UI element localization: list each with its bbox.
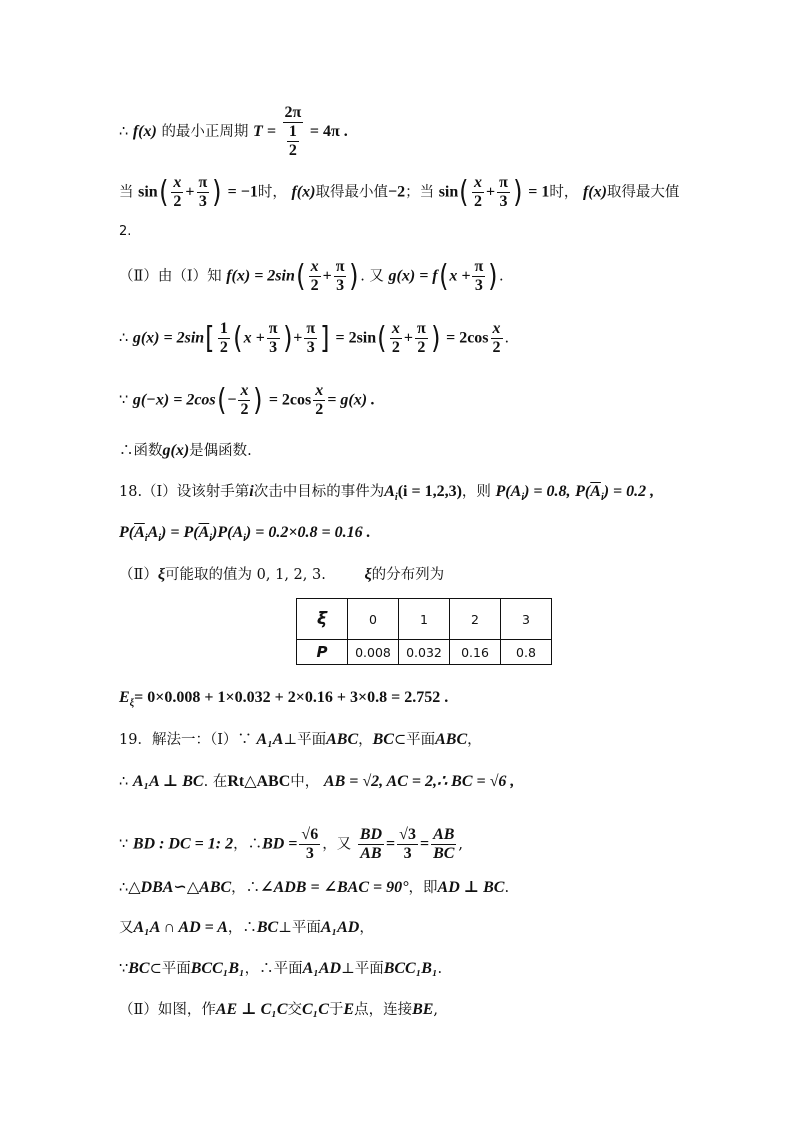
prob-1-val: ) = 0.8, [524, 483, 571, 500]
g-expand-line: ∴ g(x) = 2sin[ $\frac{1}{2}$ (x + $\frac{\pi}{3}$ )+ $\frac{\pi}{3}$ ] = 2sin( $\frac{x}{2}$ + $\frac{\pi}{2}$ ) = 2cos $\frac{x}{2}$ . [119, 320, 510, 356]
end-dot-4: . [504, 330, 510, 347]
end-14: . [504, 880, 510, 896]
therefore-4: ∴ [119, 330, 129, 347]
expectation-line [119, 688, 448, 714]
table-cell: 0.8 [501, 640, 552, 665]
x-plus-4: x + [243, 329, 265, 347]
perp-plane: ⊥平面 [283, 732, 327, 748]
c1c: C₁C [301, 1001, 329, 1018]
end-13: , [458, 836, 464, 853]
prob-result: ) = 0.2×0.8 = 0.16 . [245, 524, 371, 541]
bc-length: ∴ BC = √6 , [437, 773, 515, 790]
q19-line-4 [119, 878, 509, 898]
subset-plane: ⊂平面 [393, 732, 436, 748]
sin-2: sin [438, 183, 459, 201]
rt-triangle: Rt△ABC [227, 773, 291, 790]
therefore-12: ∴ [119, 774, 129, 790]
when-text-2: ；当 [405, 184, 435, 201]
q18-part2-line [119, 565, 444, 585]
values-text: 可能取的值为 0, 1, 2, 3. [165, 567, 326, 583]
therefore-15: ，∴ [227, 920, 257, 936]
g-neg-expr: g(−x) = 2cos [132, 391, 216, 409]
because-5: ∵ [119, 392, 129, 409]
f-def: f(x) = 2sin [226, 267, 295, 285]
q19-line-5 [119, 918, 374, 938]
q19-line [119, 730, 482, 750]
prob-2: P( [575, 483, 591, 500]
half-den: 2 [288, 142, 297, 159]
g-even-line: ∵ g(−x) = 2cos(− $\frac{x}{2}$ ) = 2cos $\frac{x}{2}$ = g(x) . [119, 382, 376, 418]
be: BE [412, 1001, 434, 1018]
q18-prob-line: $P(\overline{A}_iA_i) = P(\overline{A}_i)P(A_i) = 0.2\times 0.8 = 0.16$ . [119, 524, 371, 545]
in-text: . 在 [203, 774, 228, 790]
table-cell: 1 [399, 599, 450, 640]
therefore-symbol: ∴ [119, 124, 129, 140]
perp-plane-16: ⊥平面 [341, 961, 384, 977]
plane-bcc1b1-2: BCC₁B₁ [383, 960, 438, 977]
also-13: ，又 [322, 836, 352, 853]
bc: BC [372, 731, 394, 748]
index-i: i [249, 483, 254, 500]
end-17: , [433, 1002, 439, 1018]
function-f: f(x) [132, 123, 157, 140]
period-T: T = [253, 123, 276, 140]
prob-eq: ) = P( [161, 524, 199, 541]
subset-16: ⊂平面 [149, 961, 191, 977]
max-value-line: 2. [119, 224, 132, 239]
perp-plane-15: ⊥平面 [278, 920, 321, 936]
xi-symbol-2: ξ [364, 566, 372, 583]
period-denominator [283, 123, 304, 160]
table-cell: 0.008 [348, 640, 399, 665]
because-13: ∵ [119, 836, 129, 853]
end-11: ， [467, 732, 482, 748]
q18-intro: 18.（Ⅰ）设该射手第 [119, 484, 250, 500]
expectation-expr: = 0×0.008 + 1×0.032 + 2×0.16 + 3×0.8 = 2.752 . [134, 689, 449, 706]
distribution-table [296, 598, 552, 665]
sqrt6: √6 [301, 826, 319, 843]
plane-a1ad: A₁AD [320, 919, 360, 936]
period-text: 的最小正周期 [161, 124, 249, 140]
prob-2-val: ) = 0.2 , [603, 483, 655, 500]
frac-3-1: 3 [198, 193, 207, 210]
table-cell: ξ [297, 599, 348, 640]
sin-1: sin [138, 183, 158, 201]
frac-pi-1: π [198, 174, 208, 191]
ad-perp-bc: AD ⊥ BC [437, 879, 505, 896]
function-f-2: f(x) [291, 183, 316, 201]
intersection-expr: A₁A ∩ AD = A [133, 919, 228, 936]
therefore-13: ，∴ [233, 836, 263, 853]
function-f-3: f(x) [582, 183, 607, 201]
prob-expr: P( [119, 524, 135, 541]
then-text: ，则 [461, 484, 491, 500]
frac-2-1: 2 [173, 193, 182, 210]
part2-line: （Ⅱ）由（Ⅰ）知 f(x) = 2sin( $\frac{x}{2}$ + $\frac{\pi}{3}$ ). 又 g(x) = f(x + $\frac{\pi}{3}$ ). [119, 258, 504, 294]
q18-line: 18.（Ⅰ）设该射手第i次击中目标的事件为$A_i(i = 1,2,3)$，则 $P(A_i) = 0.8$, $P(\overline{A}_i) = 0.2$ , [119, 483, 655, 504]
connect-text: 点，连接 [354, 1002, 413, 1018]
a1a: A₁A [256, 731, 284, 748]
when-suffix-1: 时， [257, 184, 287, 201]
q19-line-6 [119, 959, 442, 979]
table-row [297, 640, 552, 665]
dist-text: 的分布列为 [371, 567, 445, 583]
angle-eq: ∠ADB = ∠BAC = 90° [260, 879, 409, 896]
table-header-row [297, 599, 552, 640]
bd-eq: BD = [262, 835, 298, 853]
period-numerator: 2π [284, 104, 302, 121]
plus-1: + [185, 183, 195, 201]
half-num: 1 [288, 123, 297, 140]
table-cell: 0.032 [399, 640, 450, 665]
g-expr: g(x) = 2sin [132, 329, 205, 347]
q19-line-3: ∵ BD : DC = 1: 2，∴BD = $\frac{√6}{3}$ ，又 $\frac{BD}{AB}$ = $\frac{√3}{3}$ = $\frac{AB}{BC}$ , [119, 826, 464, 862]
eq-minus-one: = −1 [227, 183, 258, 201]
prob-mid: )P(A [212, 524, 244, 541]
eq-2sin: = 2sin [335, 329, 377, 347]
bd-dc-ratio: BD : DC = 1: 2 [132, 835, 234, 853]
plane-a1ad-2: A₁AD [302, 960, 342, 977]
frac-bd: BD [359, 826, 383, 843]
function-text: ∴函数 [119, 443, 163, 459]
also-15: 又 [119, 920, 134, 936]
g-def: g(x) = f [388, 267, 438, 285]
expectation-sub: ξ [129, 698, 135, 710]
eq-gx: = g(x) . [327, 391, 376, 409]
point-e: E [343, 1001, 355, 1018]
q19-part2-line [119, 1000, 438, 1020]
prob-1: P(A [495, 483, 522, 500]
at-text: 于 [328, 1002, 344, 1018]
event-sub: i [394, 492, 398, 504]
end-15: ， [359, 920, 374, 936]
table-cell: 0 [348, 599, 399, 640]
eq-2cos: = 2cos [446, 329, 489, 347]
intersect-text: 交 [287, 1002, 302, 1018]
even-text: 是偶函数. [189, 443, 252, 459]
therefore-14: ∴ [119, 880, 129, 896]
end-16: . [437, 961, 443, 977]
table-cell: 2 [450, 599, 501, 640]
xi-symbol: ξ [157, 566, 166, 583]
three-13: 3 [305, 845, 314, 862]
similar-triangles: △DBA∽△ABC [128, 879, 232, 896]
period-line [119, 104, 348, 160]
bc-15: BC [256, 919, 279, 936]
one-num: 1 [219, 320, 228, 337]
namely-text: ，即 [408, 880, 438, 896]
index-range: (i = 1,2,3) [397, 483, 462, 500]
comma-11: ， [358, 732, 373, 748]
event-text: 次击中目标的事件为 [253, 484, 385, 500]
therefore-14b: ，∴ [231, 880, 261, 896]
plane-abc: ABC [326, 731, 359, 748]
table-cell: P [297, 640, 348, 665]
therefore-plane: ，∴平面 [244, 961, 303, 977]
bc-16: BC [128, 960, 150, 977]
min-value: −2 [387, 183, 406, 201]
x-plus: x + [449, 267, 471, 285]
table-cell: 3 [501, 599, 552, 640]
q19-line-2 [119, 772, 514, 792]
also-text: . 又 [360, 268, 384, 285]
eq-one: = 1 [528, 183, 550, 201]
even-function-line [119, 441, 252, 461]
period-fraction [283, 104, 304, 160]
when-suffix-2: 时， [549, 184, 579, 201]
expectation-E: E [119, 689, 130, 706]
g-x: g(x) [162, 442, 190, 459]
extrema-line: 当 sin( $\frac{x}{2}$ + $\frac{\pi}{3}$ ) = −1时， f(x)取得最小值−2；当 sin( $\frac{x}{2}$ + $\frac{\pi}{3}$ ) = 1时， f(x)取得最大值 [119, 174, 680, 210]
neg-sign: − [227, 391, 237, 409]
period-result: = 4π . [309, 123, 348, 140]
eq-2cos-5: = 2cos [268, 391, 312, 409]
frac-ab-2: AB [433, 826, 455, 843]
frac-bc: BC [433, 845, 455, 862]
when-text: 当 [119, 184, 134, 201]
end-dot-3: . [498, 268, 504, 285]
frac-x-1: x [173, 174, 182, 191]
part2-intro: （Ⅱ）由（Ⅰ）知 [119, 268, 222, 285]
part2-intro-17: （Ⅱ）如图，作 [119, 1002, 216, 1018]
sqrt3: √3 [399, 826, 416, 843]
because-16: ∵ [119, 961, 129, 977]
a-bar: $\overline{A}$ [590, 483, 601, 500]
q19-intro: 19．解法一：（Ⅰ）∵ [119, 732, 252, 748]
table-cell: 0.16 [450, 640, 501, 665]
side-lengths: AB = √2, AC = 2, [323, 773, 437, 790]
plane-abc-2: ABC [435, 731, 468, 748]
ae-perp: AE ⊥ C₁C [215, 1001, 288, 1018]
frac-ab: AB [360, 845, 382, 862]
plane-bcc1b1: BCC₁B₁ [190, 960, 245, 977]
part2-label: （Ⅱ） [119, 567, 158, 583]
middle-text: 中， [290, 774, 320, 790]
half-fraction [287, 123, 299, 160]
a1a-perp-bc: A₁A ⊥ BC [132, 773, 204, 790]
event-A: A [384, 483, 395, 500]
max-text: 取得最大值 [606, 184, 680, 201]
min-text: 取得最小值 [315, 184, 388, 201]
